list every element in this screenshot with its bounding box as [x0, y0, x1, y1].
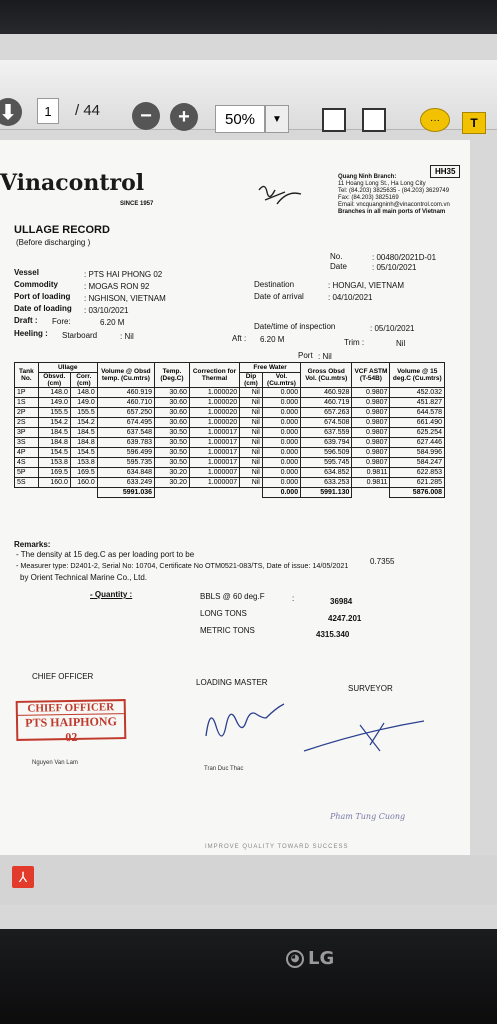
- table-cell: 155.5: [38, 408, 70, 418]
- table-cell: 149.0: [38, 398, 70, 408]
- table-row: [15, 388, 445, 398]
- header-tank: Tank No.: [15, 363, 39, 388]
- port-value: : Nil: [318, 352, 332, 361]
- table-total-row: [15, 488, 445, 498]
- initials-signature: [255, 180, 305, 210]
- table-cell: 4P: [15, 448, 39, 458]
- header-corr: Corr. (cm): [70, 373, 97, 388]
- table-cell: 153.8: [70, 458, 97, 468]
- header-temp: Temp. (Deg.C): [155, 363, 190, 388]
- bbls-value: 36984: [330, 597, 353, 606]
- table-cell: 1.000017: [189, 448, 239, 458]
- long-tons-label: LONG TONS: [200, 609, 247, 618]
- table-row: [15, 428, 445, 438]
- table-cell: Nil: [240, 388, 263, 398]
- zoom-in-icon[interactable]: +: [170, 103, 198, 131]
- table-cell: 1.000020: [189, 398, 239, 408]
- table-cell: 460.719: [301, 398, 352, 408]
- table-cell: 0.000: [262, 408, 300, 418]
- chief-officer-name: Nguyen Van Lam: [32, 760, 78, 766]
- table-cell: Nil: [240, 458, 263, 468]
- company-name: Vinacontrol: [0, 170, 145, 196]
- port-label: Port: [298, 351, 313, 360]
- bbls-label: BBLS @ 60 deg.F: [200, 592, 265, 601]
- arrival-label: Date of arrival: [254, 292, 304, 301]
- table-cell: 148.0: [38, 388, 70, 398]
- table-cell: 627.446: [390, 438, 445, 448]
- table-cell: 1.000017: [189, 458, 239, 468]
- table-cell: Nil: [240, 398, 263, 408]
- commodity-value: : MOGAS RON 92: [84, 282, 150, 291]
- remarks-line2: - Measurer type: D2401-2, Serial No: 10704, Certificate No OTM0521-083/TS, Date of issue: 14/05/2021: [16, 561, 349, 570]
- header-vol: Vol. (Cu.mtrs): [262, 373, 300, 388]
- total-cell: 0.000: [262, 488, 300, 498]
- table-row: [15, 448, 445, 458]
- empty-cell: [15, 488, 39, 498]
- table-row: [15, 418, 445, 428]
- vessel-value: : PTS HAI PHONG 02: [84, 270, 163, 279]
- table-cell: 30.60: [155, 398, 190, 408]
- table-cell: 30.20: [155, 478, 190, 488]
- density-value: 0.7355: [370, 557, 395, 566]
- table-cell: 0.9807: [352, 438, 390, 448]
- table-cell: 634.852: [301, 468, 352, 478]
- table-cell: 0.000: [262, 418, 300, 428]
- header-gross: Gross Obsd Vol. (Cu.mtrs): [301, 363, 352, 388]
- table-cell: Nil: [240, 448, 263, 458]
- monitor-brand-logo: ◕ LG: [286, 948, 334, 969]
- table-cell: 3P: [15, 428, 39, 438]
- empty-cell: [352, 488, 390, 498]
- draft-label: Draft :: [14, 316, 38, 325]
- trim-value: Nil: [396, 339, 406, 348]
- table-cell: 0.9807: [352, 458, 390, 468]
- inspection-label: Date/time of inspection: [254, 322, 336, 331]
- table-cell: 2P: [15, 408, 39, 418]
- fore-value: 6.20 M: [100, 318, 125, 327]
- company-since: SINCE 1957: [120, 201, 154, 207]
- header-dip: Dip (cm): [240, 373, 263, 388]
- table-cell: 154.2: [70, 418, 97, 428]
- starboard-label: Starboard: [62, 331, 98, 340]
- table-cell: 1.000007: [189, 478, 239, 488]
- table-cell: 0.000: [262, 478, 300, 488]
- zoom-level-input[interactable]: 50%: [215, 105, 265, 133]
- empty-cell: [155, 488, 190, 498]
- table-cell: 154.2: [38, 418, 70, 428]
- table-cell: 160.0: [38, 478, 70, 488]
- table-cell: Nil: [240, 408, 263, 418]
- header-free-water: Free Water: [240, 363, 301, 373]
- table-cell: 460.919: [97, 388, 154, 398]
- table-cell: 155.5: [70, 408, 97, 418]
- table-cell: 0.9807: [352, 448, 390, 458]
- table-cell: 1P: [15, 388, 39, 398]
- inspection-value: : 05/10/2021: [370, 324, 415, 333]
- chief-officer-title: CHIEF OFFICER: [32, 672, 94, 681]
- table-cell: 595.745: [301, 458, 352, 468]
- table-cell: 1S: [15, 398, 39, 408]
- starboard-value: : Nil: [120, 332, 134, 341]
- quantity-label: - Quantity :: [90, 590, 133, 599]
- table-cell: 149.0: [70, 398, 97, 408]
- total-cell: 5991.130: [301, 488, 352, 498]
- surveyor-signature: [300, 715, 430, 755]
- remarks-line3: by Orient Technical Marine Co., Ltd.: [20, 573, 148, 582]
- table-cell: 633.253: [301, 478, 352, 488]
- table-cell: Nil: [240, 438, 263, 448]
- table-row: [15, 458, 445, 468]
- text-icon[interactable]: T: [462, 112, 486, 134]
- table-row: [15, 468, 445, 478]
- surveyor-title: SURVEYOR: [348, 684, 393, 693]
- table-cell: 595.735: [97, 458, 154, 468]
- destination-value: : HONGAI, VIETNAM: [328, 281, 405, 290]
- table-cell: 596.499: [97, 448, 154, 458]
- table-cell: 169.5: [70, 468, 97, 478]
- table-cell: 0.000: [262, 428, 300, 438]
- download-icon[interactable]: ⬇: [0, 98, 22, 126]
- table-cell: 169.5: [38, 468, 70, 478]
- record-no-value: : 00480/2021D-01: [372, 253, 437, 262]
- loading-master-signature: [196, 696, 286, 746]
- arrival-value: : 04/10/2021: [328, 293, 373, 302]
- table-row: [15, 478, 445, 488]
- empty-cell: [189, 488, 239, 498]
- table-cell: 30.60: [155, 418, 190, 428]
- empty-cell: [70, 488, 97, 498]
- form-code-badge: HH35: [430, 165, 460, 178]
- chief-officer-stamp: CHIEF OFFICER PTS HAIPHONG 02: [16, 699, 127, 741]
- table-cell: 639.783: [97, 438, 154, 448]
- table-cell: 184.5: [38, 428, 70, 438]
- total-cell: 5991.036: [97, 488, 154, 498]
- table-header-row: [15, 363, 445, 373]
- long-tons-value: 4247.201: [328, 614, 362, 623]
- table-body: [15, 388, 445, 498]
- table-cell: 0.000: [262, 468, 300, 478]
- table-cell: 160.0: [70, 478, 97, 488]
- table-cell: 0.000: [262, 388, 300, 398]
- metric-tons-value: 4315.340: [316, 630, 350, 639]
- surveyor-name: Pham Tung Cuong: [330, 812, 406, 821]
- header-correction: Correction for Thermal: [189, 363, 239, 388]
- header-volume: Volume @ Obsd temp. (Cu.mtrs): [97, 363, 154, 388]
- port-loading-value: : NGHISON, VIETNAM: [84, 294, 166, 303]
- header-obsvd: Obsvd. (cm): [38, 373, 70, 388]
- table-cell: 30.60: [155, 408, 190, 418]
- table-cell: 30.50: [155, 448, 190, 458]
- port-loading-label: Port of loading: [14, 292, 71, 301]
- fit-page-icon[interactable]: [322, 108, 346, 132]
- table-cell: Nil: [240, 478, 263, 488]
- fit-width-icon[interactable]: [362, 108, 386, 132]
- page-total-label: / 44: [75, 102, 101, 119]
- remarks-label: Remarks:: [14, 540, 51, 549]
- metric-tons-label: METRIC TONS: [200, 626, 255, 635]
- table-cell: 153.8: [38, 458, 70, 468]
- table-cell: 30.60: [155, 388, 190, 398]
- table-cell: 1.000020: [189, 388, 239, 398]
- table-cell: 0.9807: [352, 428, 390, 438]
- page-title: ULLAGE RECORD: [14, 224, 110, 236]
- record-date-label: Date: [330, 262, 347, 271]
- table-cell: 5S: [15, 478, 39, 488]
- vinacontrol-logo: [0, 170, 144, 196]
- table-cell: 4S: [15, 458, 39, 468]
- fore-label: Fore:: [52, 317, 71, 326]
- monitor-bottom-bezel: [0, 929, 497, 1024]
- table-cell: 1.000007: [189, 468, 239, 478]
- table-cell: 674.508: [301, 418, 352, 428]
- table-row: [15, 408, 445, 418]
- table-cell: Nil: [240, 468, 263, 478]
- table-cell: 0.000: [262, 438, 300, 448]
- zoom-dropdown-button[interactable]: ▼: [265, 105, 289, 133]
- table-cell: 30.50: [155, 428, 190, 438]
- table-cell: 637.559: [301, 428, 352, 438]
- table-cell: 30.20: [155, 468, 190, 478]
- table-cell: 154.5: [38, 448, 70, 458]
- record-no-label: No.: [330, 252, 343, 261]
- table-cell: 657.250: [97, 408, 154, 418]
- table-cell: 30.50: [155, 458, 190, 468]
- table-cell: 0.9807: [352, 418, 390, 428]
- table-cell: 637.548: [97, 428, 154, 438]
- table-cell: 0.9807: [352, 398, 390, 408]
- ullage-table: [14, 362, 445, 498]
- table-cell: Nil: [240, 418, 263, 428]
- remarks-line1: - The density at 15 deg.C as per loading port to be: [16, 550, 195, 559]
- table-cell: 0.000: [262, 398, 300, 408]
- table-cell: 184.8: [70, 438, 97, 448]
- table-cell: 625.254: [390, 428, 445, 438]
- header-vcf: VCF ASTM (T-54B): [352, 363, 390, 388]
- footer-motto: IMPROVE QUALITY TOWARD SUCCESS: [205, 844, 349, 850]
- table-cell: 584.247: [390, 458, 445, 468]
- comment-icon[interactable]: ···: [420, 108, 450, 132]
- record-date-value: : 05/10/2021: [372, 263, 417, 272]
- table-cell: 460.710: [97, 398, 154, 408]
- commodity-label: Commodity: [14, 280, 58, 289]
- table-cell: 634.848: [97, 468, 154, 478]
- date-loading-label: Date of loading: [14, 304, 72, 313]
- table-cell: 674.495: [97, 418, 154, 428]
- pdf-app-icon[interactable]: ⅄: [12, 866, 34, 888]
- loading-master-title: LOADING MASTER: [196, 678, 268, 687]
- table-cell: 0.000: [262, 458, 300, 468]
- viewer-bottom-area: [0, 855, 497, 905]
- table-cell: 154.5: [70, 448, 97, 458]
- page-subtitle: (Before discharging ): [16, 238, 91, 247]
- table-cell: 584.996: [390, 448, 445, 458]
- table-cell: 5P: [15, 468, 39, 478]
- table-cell: 0.9811: [352, 478, 390, 488]
- lg-circle-icon: ◕: [286, 950, 304, 968]
- table-cell: 148.0: [70, 388, 97, 398]
- table-cell: 0.9807: [352, 408, 390, 418]
- header-vol15: Volume @ 15 deg.C (Cu.mtrs): [390, 363, 445, 388]
- page-number-input[interactable]: 1: [37, 98, 59, 124]
- table-cell: 2S: [15, 418, 39, 428]
- bbls-separator: :: [292, 594, 295, 603]
- branch-info: Quang Ninh Branch: 11 Hoang Long St., Ha Long City Tel: (84.203) 3825635 - (84.203) 3629749 Fax: (84.203) 3825169 Email: vncquangninh@vinacontrol.com.vn Branches in all main ports of Vietnam: [338, 174, 450, 215]
- table-cell: 3S: [15, 438, 39, 448]
- empty-cell: [240, 488, 263, 498]
- zoom-out-icon[interactable]: −: [132, 102, 160, 130]
- header-ullage: Ullage: [38, 363, 97, 373]
- heeling-label: Heeling :: [14, 329, 48, 338]
- table-cell: 30.50: [155, 438, 190, 448]
- table-cell: 661.490: [390, 418, 445, 428]
- table-cell: 1.000020: [189, 408, 239, 418]
- table-cell: 596.509: [301, 448, 352, 458]
- table-cell: 1.000017: [189, 428, 239, 438]
- aft-label: Aft :: [232, 334, 247, 343]
- aft-value: 6.20 M: [260, 335, 285, 344]
- table-cell: 1.000020: [189, 418, 239, 428]
- table-cell: 184.5: [70, 428, 97, 438]
- table-cell: 451.827: [390, 398, 445, 408]
- date-loading-value: : 03/10/2021: [84, 306, 129, 315]
- table-cell: 0.000: [262, 448, 300, 458]
- table-cell: 644.578: [390, 408, 445, 418]
- table-cell: 0.9811: [352, 468, 390, 478]
- trim-label: Trim :: [344, 338, 365, 347]
- loading-master-name: Tran Duc Thac: [204, 766, 244, 772]
- table-row: [15, 398, 445, 408]
- table-cell: 184.8: [38, 438, 70, 448]
- table-row: [15, 438, 445, 448]
- empty-cell: [38, 488, 70, 498]
- table-cell: 452.032: [390, 388, 445, 398]
- table-cell: 1.000017: [189, 438, 239, 448]
- table-cell: 460.928: [301, 388, 352, 398]
- total-cell: 5876.008: [390, 488, 445, 498]
- destination-label: Destination: [254, 280, 295, 289]
- table-cell: 633.249: [97, 478, 154, 488]
- table-cell: 622.853: [390, 468, 445, 478]
- table-cell: Nil: [240, 428, 263, 438]
- vessel-label: Vessel: [14, 268, 39, 277]
- table-cell: 639.794: [301, 438, 352, 448]
- table-cell: 621.285: [390, 478, 445, 488]
- table-cell: 657.263: [301, 408, 352, 418]
- table-cell: 0.9807: [352, 388, 390, 398]
